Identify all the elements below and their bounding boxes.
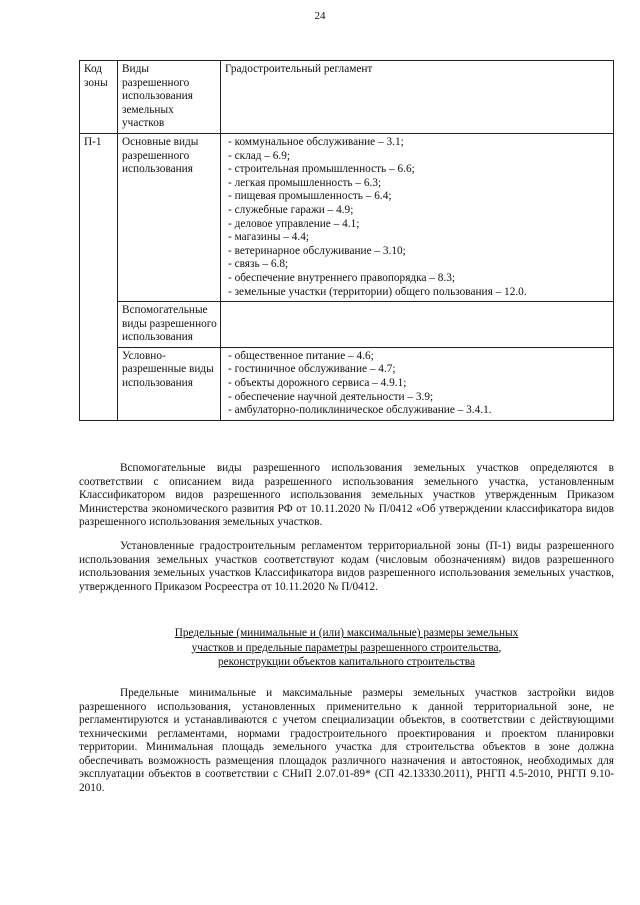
table-row	[80, 347, 614, 420]
list-item: - амбулаторно-поликлиническое обслуживание – 3.4.1.	[228, 404, 492, 417]
list-item: - пищевая промышленность – 6.4;	[228, 190, 392, 203]
list-item: - деловое управление – 4.1;	[228, 217, 360, 230]
table-row	[80, 302, 614, 348]
list-item: - коммунальное обслуживание – 3.1;	[228, 135, 404, 148]
use-type-conditional: Условно-разрешенные виды использования	[118, 347, 221, 420]
list-item: - общественное питание – 4.6;	[228, 349, 374, 362]
header-use-types: Виды разрешенного использования земельных участков	[118, 61, 221, 134]
paragraph-limits: Предельные минимальные и максимальные размеры земельных участков застройки видов разрешенного использования, установленных применительно к данной территориальной зоне, не регламентируются и устанавливаются с учетом специализации объектов, в соответствии с действующими техническими регламентами, нормами градостроительного проектирования и проектом планировки территории. Минимальная площадь земельного участка для строительства объектов в зоне должна обеспечивать возможность размещения площадок различного назначения и автостоянок, необходимых для эксплуатации объектов в соответствии с СНиП 2.07.01-89* (СП 42.13330.2011), РНГП 4.5-2010, РНГП 9.10-2010.	[79, 687, 614, 794]
heading-line: реконструкции объектов капитального строительства	[218, 656, 475, 668]
list-item: - ветеринарное обслуживание – 3.10;	[228, 244, 406, 257]
header-zone-code: Код зоны	[80, 61, 118, 134]
list-item: - земельные участки (территории) общего пользования – 12.0.	[228, 285, 527, 298]
list-item: - обеспечение научной деятельности – 3.9;	[228, 390, 434, 403]
regulation-table	[79, 60, 614, 421]
table-row	[80, 133, 614, 301]
paragraph-auxiliary: Вспомогательные виды разрешенного использования земельных участков определяются в соответствии с описанием вида разрешенного использования земельного участка, установленным Классификатором видов разрешенного использования земельных участков утвержденным Приказом Министерства экономического развития РФ от 10.11.2020 № П/0412 «Об утверждении классификатора видов разрешенного использования земельных участков.	[79, 462, 614, 528]
list-item: - склад – 6.9;	[228, 149, 291, 162]
table-header-row	[80, 61, 614, 134]
auxiliary-use-list	[221, 302, 614, 348]
heading-line: Предельные (минимальные и (или) максимальные) размеры земельных	[174, 627, 519, 639]
page-number: 24	[314, 10, 326, 22]
use-type-main: Основные виды разрешенного использования	[118, 133, 221, 301]
list-item: - служебные гаражи – 4.9;	[228, 203, 354, 216]
section-heading	[79, 626, 614, 670]
conditional-use-list	[221, 347, 614, 420]
paragraph-codes: Установленные градостроительным регламентом территориальной зоны (П-1) виды разрешенного использования земельных участков соответствуют кодам (числовым обозначениям) видов разрешенного использования земельных участков Классификатора видов разрешенного использования земельных участков, утвержденного Приказом Росреестра от 10.11.2020 № П/0412.	[79, 540, 614, 593]
main-use-list	[221, 133, 614, 301]
list-item: - обеспечение внутреннего правопорядка – 8.3;	[228, 271, 456, 284]
heading-line: участков и предельные параметры разрешенного строительства,	[191, 641, 502, 654]
list-item: - легкая промышленность – 6.3;	[228, 176, 382, 189]
header-regulation: Градостроительный регламент	[221, 61, 614, 134]
list-item: - строительная промышленность – 6.6;	[228, 163, 415, 176]
list-item: - связь – 6.8;	[228, 258, 289, 271]
list-item: - объекты дорожного сервиса – 4.9.1;	[228, 377, 407, 390]
use-type-auxiliary: Вспомогательные виды разрешенного использования	[118, 302, 221, 348]
list-item: - магазины – 4.4;	[228, 231, 310, 244]
zone-code-cell: П-1	[80, 133, 118, 420]
list-item: - гостиничное обслуживание – 4.7;	[228, 363, 396, 376]
